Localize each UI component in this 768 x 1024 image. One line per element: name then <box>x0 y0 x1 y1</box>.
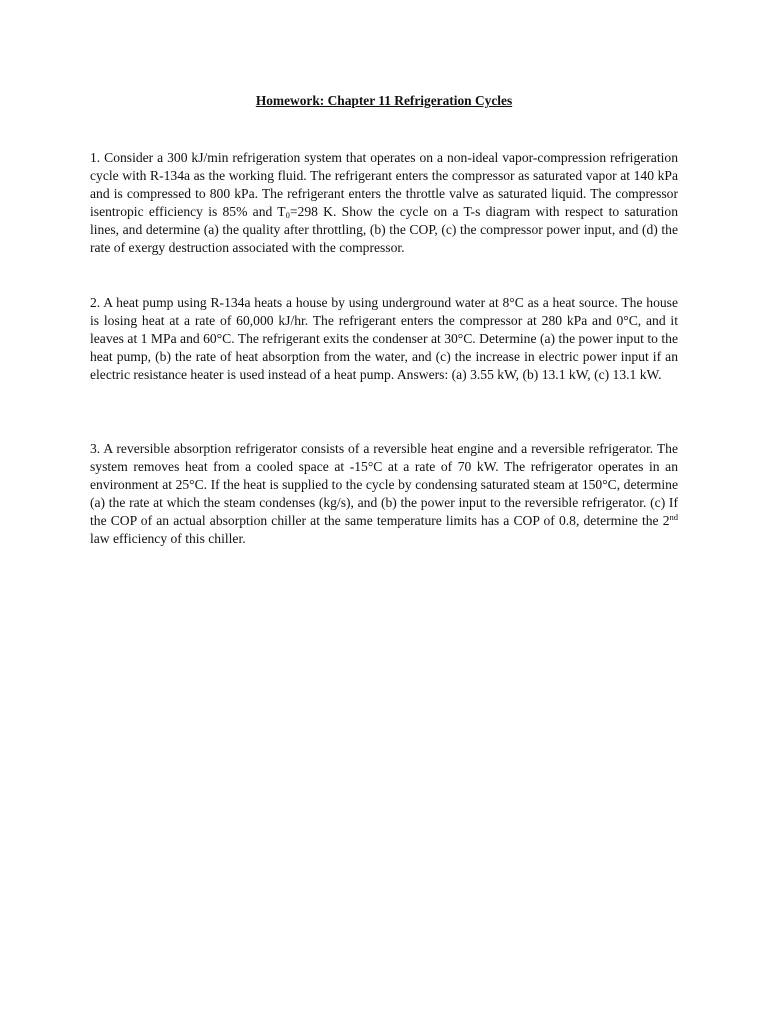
problem-3-text-end: law efficiency of this chiller. <box>90 530 246 546</box>
problem-3 <box>90 440 678 547</box>
problem-3-superscript: nd <box>669 511 678 522</box>
problem-1-text-end: =298 K. Show the cycle on a T-s diagram with respect to saturation lines, and determine (a) the quality after throttling, (b) the COP, (c) the compressor power input, and (d) the rate of exergy destruction associated with the compressor. <box>90 203 678 255</box>
problem-1-text-start: 1. Consider a 300 kJ/min refrigeration system that operates on a non-ideal vapor-compression refrigeration cycle with R-134a as the working fluid. The refrigerant enters the compressor as saturated vapor at 140 kPa and is compressed to 800 kPa. The refrigerant enters the throttle valve as saturated liquid. The compressor isentropic efficiency is 85% and T <box>90 150 678 219</box>
problem-1-subscript: 0 <box>285 209 290 220</box>
problem-1 <box>90 149 678 256</box>
problem-2 <box>90 294 678 384</box>
problem-3-text-start: 3. A reversible absorption refrigerator consists of a reversible heat engine and a reversible refrigerator. The system removes heat from a cooled space at -15°C at a rate of 70 kW. The refrigerator operates in an environment at 25°C. If the heat is supplied to the cycle by condensing saturated steam at 150°C, determine (a) the rate at which the steam condenses (kg/s), and (b) the power input to the reversible refrigerator. (c) If the COP of an actual absorption chiller at the same temperature limits has a COP of 0.8, determine the 2 <box>90 441 678 528</box>
problem-2-text: 2. A heat pump using R-134a heats a house by using underground water at 8°C as a heat source. The house is losing heat at a rate of 60,000 kJ/hr. The refrigerant enters the compressor at 280 kPa and 0°C, and it leaves at 1 MPa and 60°C. The refrigerant exits the condenser at 30°C. Determine (a) the power input to the heat pump, (b) the rate of heat absorption from the water, and (c) the increase in electric power input if an electric resistance heater is used instead of a heat pump. Answers: (a) 3.55 kW, (b) 13.1 kW, (c) 13.1 kW. <box>90 295 678 382</box>
document-title: Homework: Chapter 11 Refrigeration Cycles <box>255 93 513 108</box>
